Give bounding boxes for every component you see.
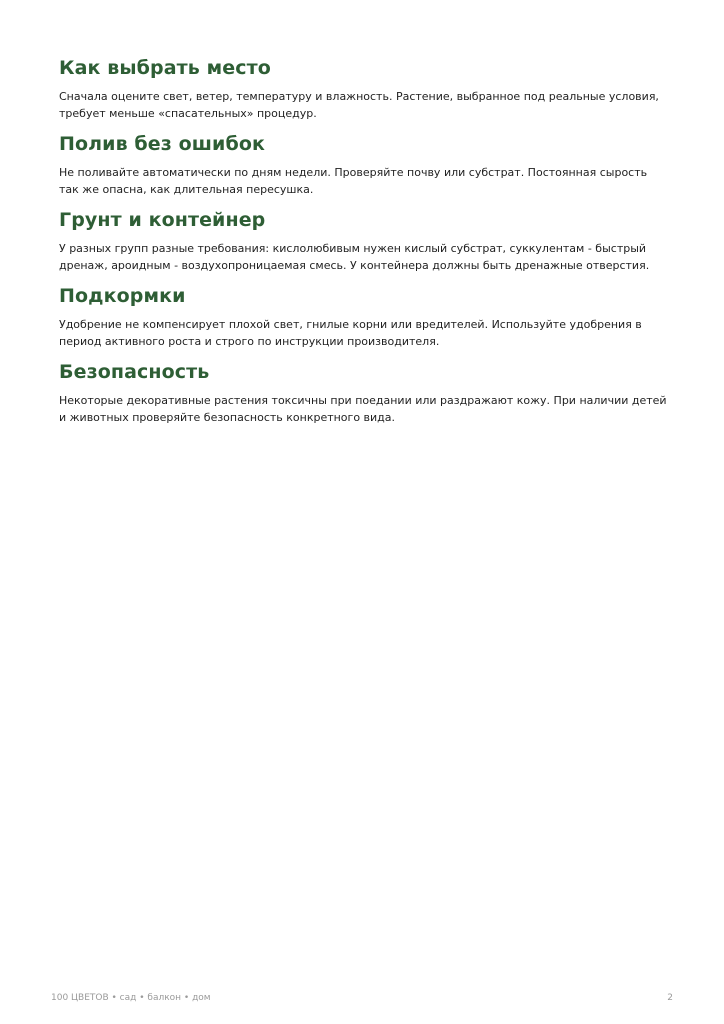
section-heading: Как выбрать место: [59, 57, 271, 79]
section-paragraph: У разных групп разные требования: кислолюбивым нужен кислый субстрат, суккулентам - быстрый дренаж, ароидным - воздухопроницаемая смесь. У контейнера должны быть дренажные отверстия.: [59, 242, 650, 272]
section-paragraph: Сначала оцените свет, ветер, температуру и влажность. Растение, выбранное под реальные условия, требует меньше «спасательных» процедур.: [59, 90, 659, 120]
section-heading: Полив без ошибок: [59, 133, 265, 155]
section-paragraph: Не поливайте автоматически по дням недели. Проверяйте почву или субстрат. Постоянная сырость так же опасна, как длительная пересушка.: [59, 166, 648, 196]
section-heading: Грунт и контейнер: [59, 209, 266, 231]
section-heading: Безопасность: [59, 361, 210, 383]
section-safety: [59, 361, 669, 426]
section-soil-container: [59, 209, 669, 274]
section-heading: Подкормки: [59, 285, 186, 307]
section-watering: [59, 133, 669, 198]
section-paragraph: Некоторые декоративные растения токсичны при поедании или раздражают кожу. При наличии детей и животных проверяйте безопасность конкретного вида.: [59, 394, 667, 424]
page-content: [59, 57, 669, 437]
section-location: [59, 57, 669, 122]
section-fertilizing: [59, 285, 669, 350]
footer-running-title: 100 ЦВЕТОВ • сад • балкон • дом: [51, 993, 211, 1003]
section-paragraph: Удобрение не компенсирует плохой свет, гнилые корни или вредителей. Используйте удобрения в период активного роста и строго по инструкции производителя.: [59, 318, 642, 348]
footer-page-number: 2: [667, 993, 673, 1003]
